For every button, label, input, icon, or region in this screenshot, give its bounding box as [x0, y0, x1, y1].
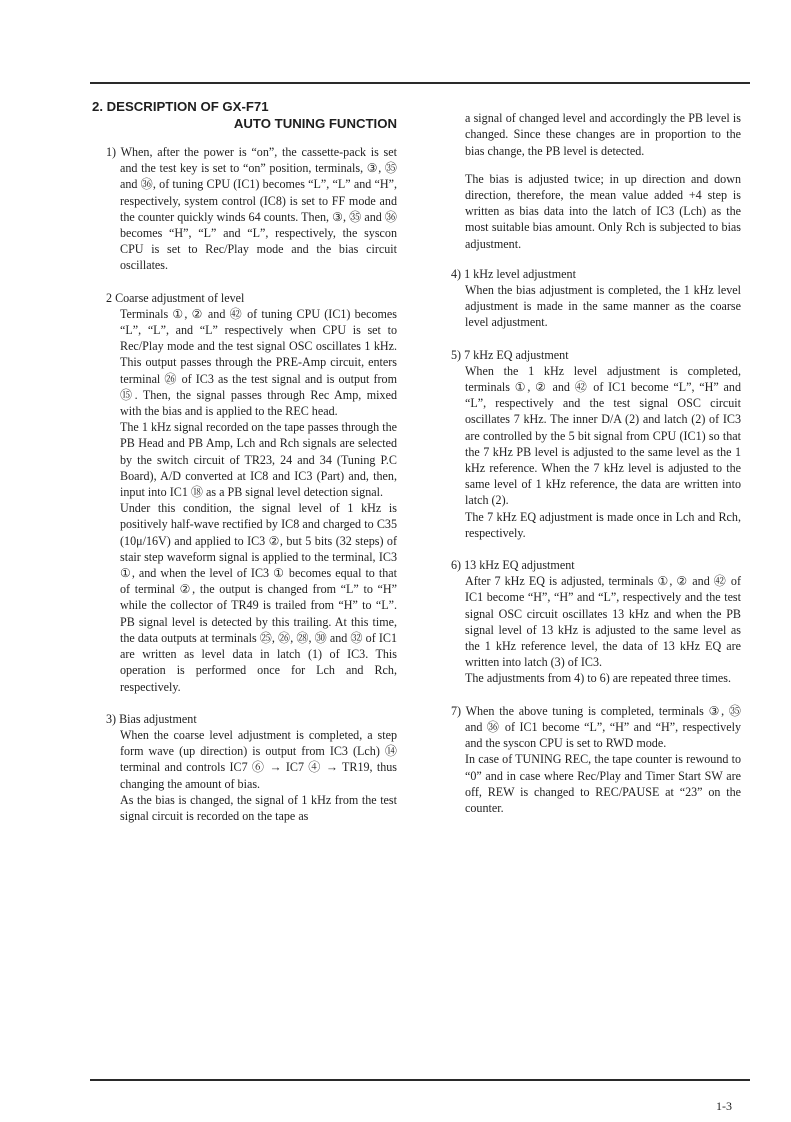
step-2-para-3: Under this condition, the signal level of 1 kHz is positively half-wave rectified by IC8 and charged to C35 (10μ/16V) and applied to IC3 ②, but 5 bits (32 steps) of stair step waveform signal is applied to the terminal, IC3 ①, and when the level of IC3 ① becomes equal to that of terminal ②, the output is changed from “L” to “H” while the collector of TR49 is trailed from “H” to “L”. PB signal level is detected by this trailing. At this time, the data outputs at terminals ㉕, ㉖, ㉘, ㉚ and ㉜ of IC1 are written as level data in latch (1) of IC3. This operation is performed once for Lch and Rch, respectively. — [120, 501, 397, 694]
step-1-text: 1) When, after the power is “on”, the cassette-pack is set and the test key is set to “on” position, terminals, ③, ㉟ and ㊱, of tuning CPU (IC1) becomes “L”, “L” and “H”, respectively, system control (IC8) is set to FF mode and the counter quickly winds 64 counts. Then, ③, ㉟ and ㊱ becomes “H”, “L” and “L”, respectively, the syscon CPU is set to Rec/Play mode and the bias circuit oscillates. — [106, 145, 397, 273]
bottom-rule — [90, 1079, 750, 1081]
step-6-para-1: After 7 kHz EQ is adjusted, terminals ①, ② and ㊷ of IC1 become “H”, “H” and “L”, respectively and the test signal OSC circuit oscillates 13 kHz and when the PB signal level of 13 kHz is adjusted to the same level as the 1 kHz reference level, the data of 13 kHz EQ are written into latch (3) of IC3. — [465, 574, 741, 670]
step-2 — [92, 290, 397, 695]
step-3-heading: 3) Bias adjustment — [106, 711, 197, 726]
step-5-heading: 5) 7 kHz EQ adjustment — [451, 347, 569, 362]
step-3-para-1: When the coarse level adjustment is completed, a step form wave (up direction) is output from IC3 (Lch) ⑭ terminal and controls IC7 ⑥ → IC7 ④ → TR19, thus changing the amount of bias. — [120, 727, 397, 791]
step-6-heading: 6) 13 kHz EQ adjustment — [451, 558, 575, 573]
title-line-2: AUTO TUNING FUNCTION — [233, 116, 397, 131]
title-line-1: 2. DESCRIPTION OF GX-F71 — [92, 99, 269, 114]
step-6-para-2: The adjustments from 4) to 6) are repeated three times. — [465, 671, 731, 686]
step-7-para-1: In case of TUNING REC, the tape counter is rewound to “0” and in case where Rec/Play and Timer Start SW are off, REW is changed to REC/PAUSE at “23” on the counter. — [465, 752, 741, 815]
step-3-cont-para-2: The bias is adjusted twice; in up direction and down direction, therefore, the mean value added +4 step is written as bias data into the latch of IC3 (Lch) as the most suitable bias amount. Only Rch is subjected to bias adjustment. — [465, 171, 741, 251]
step-5-para-2: The 7 kHz EQ adjustment is made once in Lch and Rch, respectively. — [465, 509, 741, 540]
step-4-para-1: When the bias adjustment is completed, the 1 kHz level adjustment is made in the same manner as the coarse level adjustment. — [465, 283, 741, 330]
step-2-para-2: The 1 kHz signal recorded on the tape passes through the PB Head and PB Amp, Lch and Rch signals are selected by the switch circuit of TR23, 24 and 34 (Tuning P.C Board), A/D converted at IC8 and IC3 (Part) and, then, input into IC1 ⑱ as a PB signal level detection signal. — [120, 420, 397, 500]
left-column — [92, 98, 397, 840]
step-5 — [449, 347, 741, 541]
top-rule — [90, 82, 750, 84]
step-4 — [449, 266, 741, 331]
step-4-heading: 4) 1 kHz level adjustment — [451, 266, 576, 281]
step-2-para-1: Terminals ①, ② and ㊷ of tuning CPU (IC1) becomes “L”, “L”, and “L” respectively when CPU is set to Rec/Play mode and the test signal OSC oscillates 1 kHz. This output passes through the PRE-Amp circuit, enters terminal ㉖ of IC3 as the test signal and is output from ⑮. Then, the signal passes through Rec Amp, mixed with the bias and is applied to the REC head. — [120, 306, 397, 419]
section-title — [92, 98, 397, 132]
step-1 — [92, 144, 397, 274]
step-7-heading: 7) When the above tuning is completed, terminals ③, ㉟ and ㊱ of IC1 become “L”, “H” and “H”, respectively and the syscon CPU is set to RWD mode. — [451, 703, 741, 751]
step-3-para-2: As the bias is changed, the signal of 1 kHz from the test signal circuit is recorded on the tape as — [120, 792, 397, 823]
step-7 — [449, 703, 741, 816]
step-5-para-1: When the 1 kHz level adjustment is completed, terminals ①, ② and ㊷ of IC1 become “L”, “H” and “L”, respectively and the test signal OSC circuit oscillates 7 kHz. The inner D/A (2) and latch (2) of IC3 are controlled by the 5 bit signal from CPU (IC1) so that the 7 kHz PB level is adjusted to the same level as the 1 kHz reference. When the 7 kHz level is adjusted to the same level of 1 kHz reference, the data are written into latch (2). — [465, 363, 741, 508]
step-3-continued — [449, 110, 741, 252]
page-number: 1-3 — [716, 1099, 732, 1113]
step-3-cont-para-1: a signal of changed level and accordingly the PB level is changed. Since these changes are in proportion to the bias change, the PB level is detected. — [465, 111, 741, 158]
step-6 — [449, 557, 741, 687]
step-3 — [92, 711, 397, 824]
step-2-heading: 2 Coarse adjustment of level — [106, 290, 245, 305]
right-column — [449, 98, 741, 832]
